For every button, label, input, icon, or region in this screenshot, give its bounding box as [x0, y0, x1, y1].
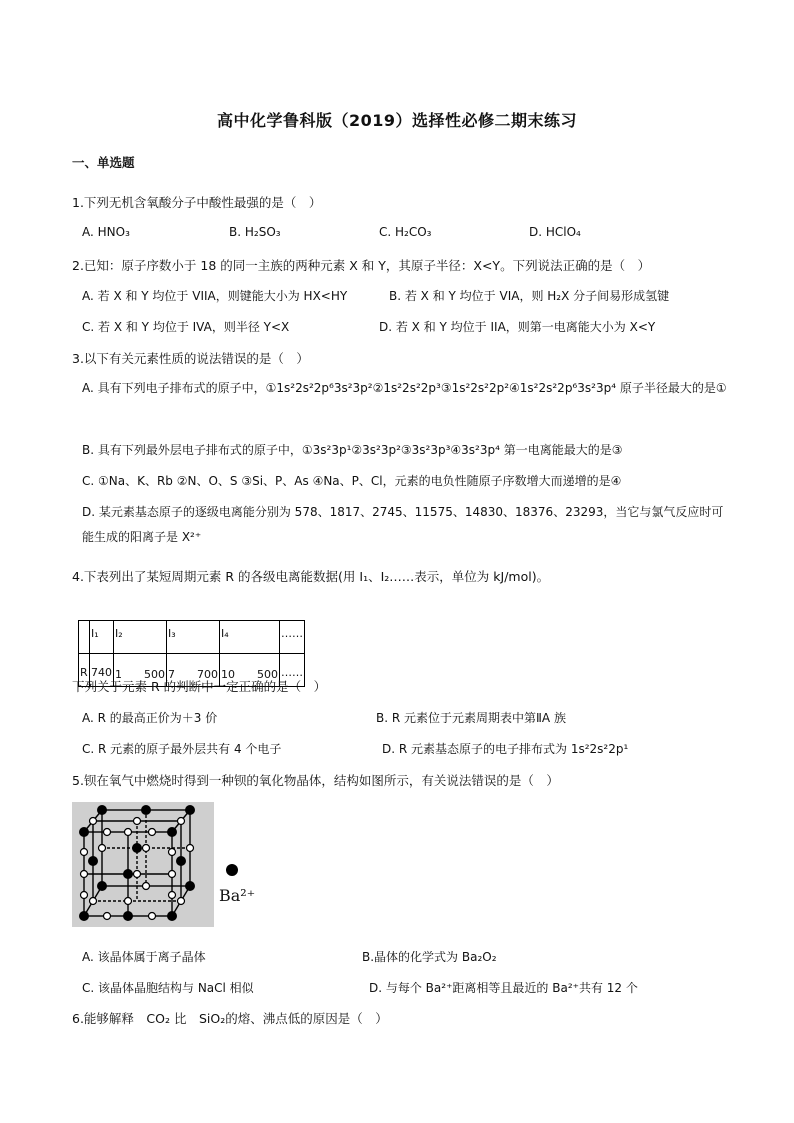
table-cell: 740 — [91, 666, 112, 679]
question-1-option-d: D. HClO₄ — [529, 225, 581, 239]
crystal-structure-figure — [72, 802, 214, 927]
table-header-cell: I₃ — [168, 627, 176, 640]
table-cell: 7 700 — [168, 668, 218, 681]
table-header-cell: I₂ — [115, 627, 123, 640]
table-header-cell — [80, 621, 88, 627]
section-heading: 一、单选题 — [72, 155, 135, 170]
question-5-option-a: A. 该晶体属于离子晶体 — [82, 950, 206, 964]
question-3-option-d: D. 某元素基态原子的逐级电离能分别为 578、1817、2745、11575、14830、18376、23293，当它与氯气反应时可能生成的阳离子是 X²⁺ — [82, 505, 724, 544]
question-4-stem-2: 下列关于元素 R 的判断中一定正确的是（ ） — [72, 679, 327, 694]
question-3-option-a: A. 具有下列电子排布式的原子中，①1s²2s²2p⁶3s²3p²②1s²2s²2p³③1s²2s²2p²④1s²2s²2p⁶3s²3p⁴ 原子半径最大的是① — [82, 381, 727, 395]
table-header-row — [79, 621, 305, 654]
question-5-option-b: B.晶体的化学式为 Ba₂O₂ — [362, 950, 497, 964]
question-4-option-a: A. R 的最高正价为＋3 价 — [82, 711, 218, 725]
barium-ion-legend-dot — [226, 864, 238, 876]
question-5-option-d: D. 与每个 Ba²⁺距离相等且最近的 Ba²⁺共有 12 个 — [369, 981, 638, 995]
table-cell: …… — [281, 666, 303, 679]
question-2-option-d: D. 若 X 和 Y 均位于 IIA，则第一电离能大小为 X<Y — [379, 320, 656, 334]
crystal-lattice-drawing — [72, 802, 214, 927]
question-4-option-b: B. R 元素位于元素周期表中第ⅡA 族 — [376, 711, 566, 725]
table-cell: 1 500 — [115, 668, 165, 681]
question-1-option-a: A. HNO₃ — [82, 225, 130, 239]
question-4-option-d: D. R 元素基态原子的电子排布式为 1s²2s²2p¹ — [382, 742, 629, 756]
question-5-stem: 5.钡在氧气中燃烧时得到一种钡的氧化物晶体，结构如图所示，有关说法错误的是（ ） — [72, 773, 559, 788]
question-6-stem: 6.能够解释 CO₂ 比 SiO₂的熔、沸点低的原因是（ ） — [72, 1011, 388, 1026]
table-header-cell: I₁ — [91, 627, 99, 640]
question-4-option-c: C. R 元素的原子最外层共有 4 个电子 — [82, 742, 282, 756]
barium-ion-legend-label: Ba²⁺ — [219, 886, 256, 905]
question-2-option-b: B. 若 X 和 Y 均位于 VIA，则 H₂X 分子间易形成氢键 — [389, 289, 670, 303]
table-header-cell: I₄ — [221, 627, 229, 640]
question-4-stem: 4.下表列出了某短周期元素 R 的各级电离能数据(用 I₁、I₂……表示，单位为 kJ/mol)。 — [72, 569, 550, 584]
question-1-option-b: B. H₂SO₃ — [229, 225, 281, 239]
document-title: 高中化学鲁科版（2019）选择性必修二期末练习 — [216, 111, 578, 130]
question-1-stem: 1.下列无机含氧酸分子中酸性最强的是（ ） — [72, 195, 322, 210]
table-cell: 10 500 — [221, 668, 278, 681]
question-2-option-c: C. 若 X 和 Y 均位于 IVA，则半径 Y<X — [82, 320, 290, 334]
question-5-option-c: C. 该晶体晶胞结构与 NaCl 相似 — [82, 981, 254, 995]
question-2-option-a: A. 若 X 和 Y 均位于 VIIA，则键能大小为 HX<HY — [82, 289, 348, 303]
question-3-stem: 3.以下有关元素性质的说法错误的是（ ） — [72, 351, 309, 366]
question-1-option-c: C. H₂CO₃ — [379, 225, 432, 239]
question-3-option-c: C. ①Na、K、Rb ②N、O、S ③Si、P、As ④Na、P、Cl，元素的电负性随原子序数增大而递增的是④ — [82, 474, 622, 488]
table-cell: R — [80, 666, 88, 679]
table-header-cell: …… — [281, 627, 303, 640]
question-2-stem: 2.已知：原子序数小于 18 的同一主族的两种元素 X 和 Y，其原子半径：X<Y。下列说法正确的是（ ） — [72, 258, 651, 273]
question-3-option-b: B. 具有下列最外层电子排布式的原子中，①3s²3p¹②3s²3p²③3s²3p³④3s²3p⁴ 第一电离能最大的是③ — [82, 443, 623, 457]
